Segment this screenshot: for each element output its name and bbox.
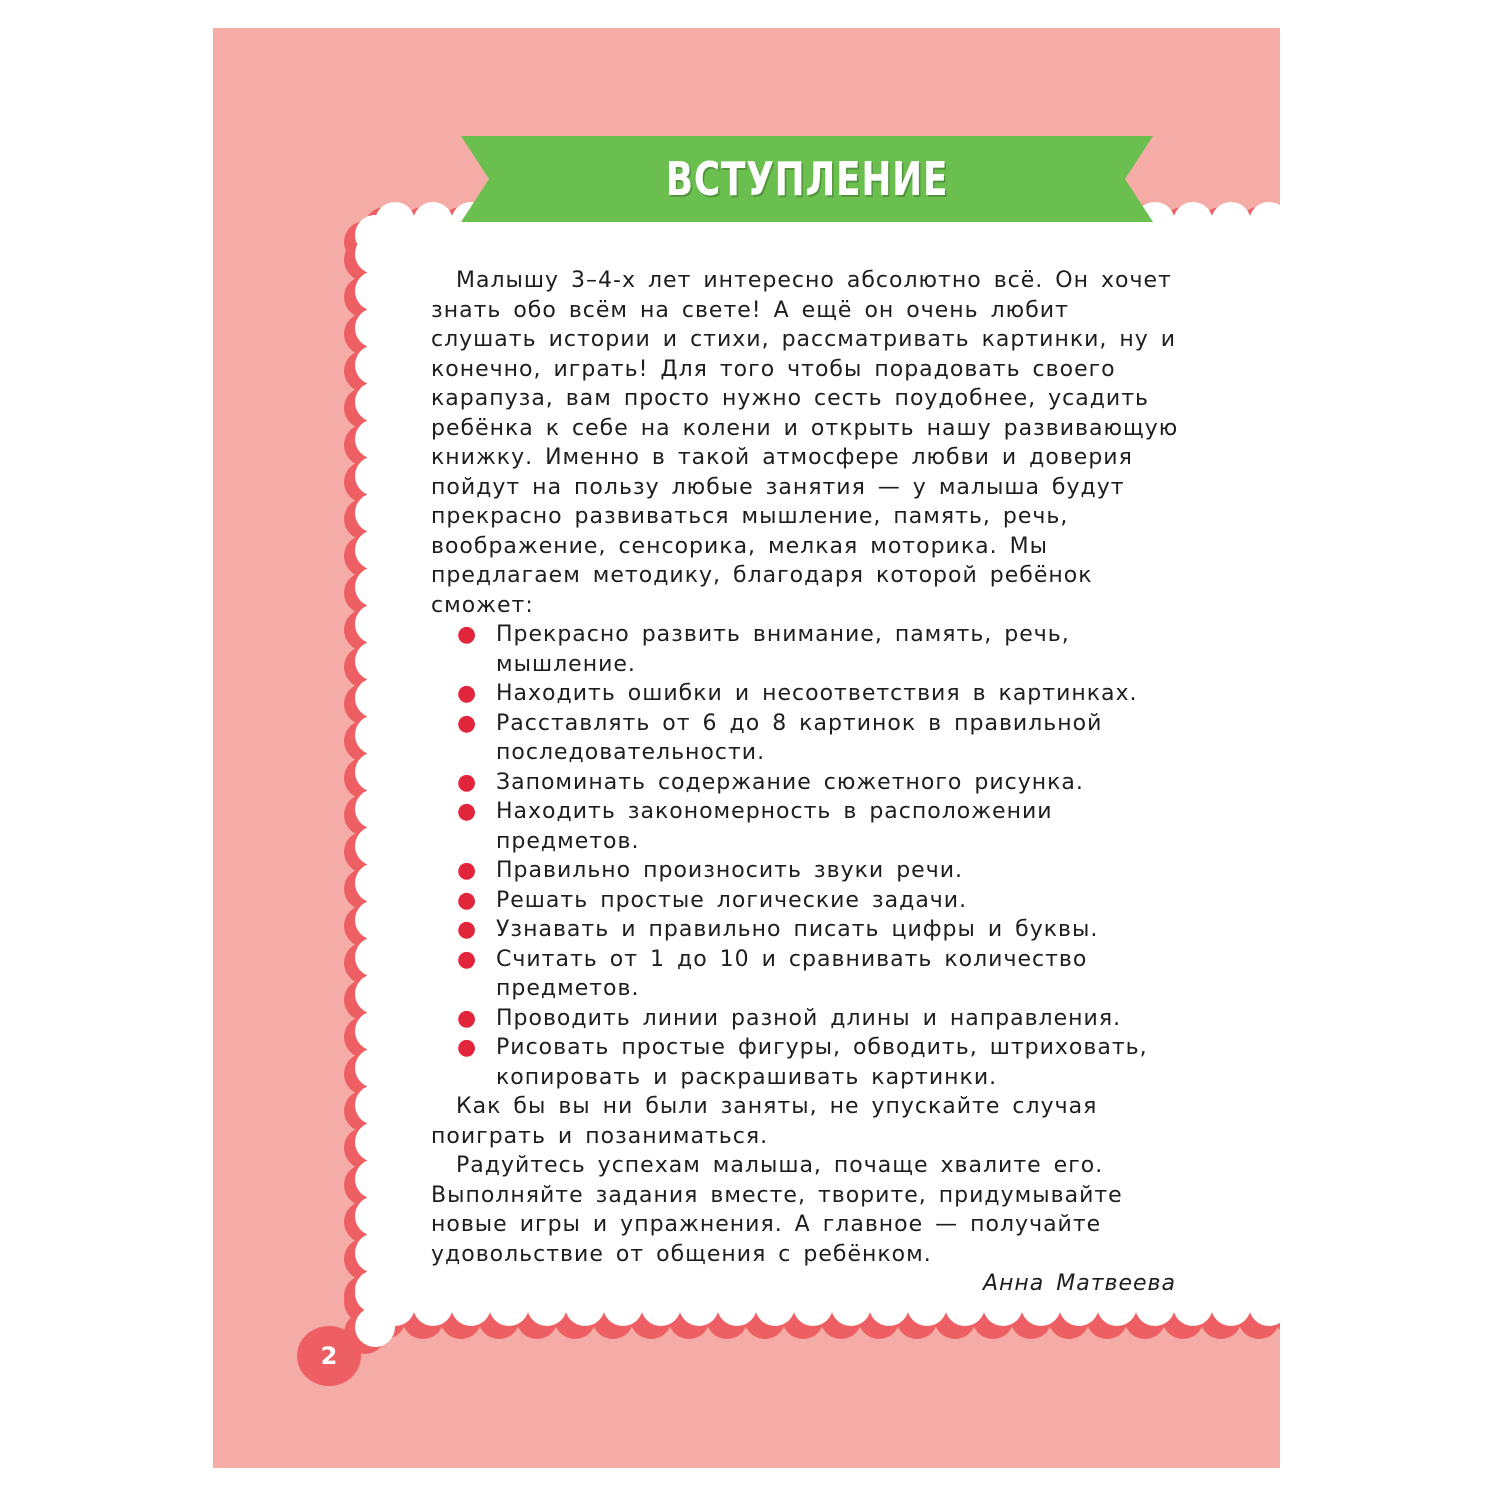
list-item: ● Правильно произносить звуки речи. — [431, 856, 1181, 886]
list-item: ● Запоминать содержание сюжетного рисунка. — [431, 768, 1181, 798]
list-item: ● Находить ошибки и несоответствия в картинках. — [431, 679, 1181, 709]
frame-scallop — [355, 1122, 395, 1162]
frame-scallop — [355, 308, 395, 348]
frame-scallop — [413, 202, 453, 242]
frame-scallop — [355, 382, 395, 422]
frame-scallop — [355, 752, 395, 792]
frame-scallop — [355, 567, 395, 607]
frame-scallop — [355, 530, 395, 570]
list-item: ● Рисовать простые фигуры, обводить, штриховать, копировать и раскрашивать картинки. — [457, 1035, 1148, 1090]
bullet-icon: ● — [457, 710, 478, 736]
page-number-badge: 2 — [297, 1326, 361, 1386]
bullet-icon: ● — [457, 946, 478, 972]
frame-scallop — [355, 900, 395, 940]
frame-scallop — [355, 1048, 395, 1088]
bullet-icon: ● — [457, 917, 478, 942]
bullet-icon: ● — [457, 769, 478, 795]
list-item: ● Считать от 1 до 10 и сравнивать количество предметов. — [457, 946, 1088, 1001]
frame-scallop — [375, 202, 415, 242]
author-signature: Анна Матвеева — [982, 1271, 1176, 1296]
frame-scallop — [355, 345, 395, 385]
frame-scallop — [355, 419, 395, 459]
bullet-icon: ● — [457, 1035, 478, 1060]
intro-text-block — [431, 266, 1181, 1299]
frame-scallop — [355, 974, 395, 1014]
frame-scallop — [355, 456, 395, 496]
bullet-icon: ● — [457, 858, 478, 883]
frame-scallop — [355, 1233, 395, 1273]
frame-scallop — [355, 678, 395, 718]
frame-scallop — [1211, 202, 1251, 242]
frame-scallop — [355, 863, 395, 903]
frame-scallop — [1173, 202, 1213, 242]
frame-scallop — [355, 604, 395, 644]
bullet-icon: ● — [457, 887, 478, 913]
closing-paragraph-1: Как бы вы ни были заняты, не упускайте случая поиграть и позаниматься. — [431, 1094, 1098, 1149]
frame-scallop — [355, 826, 395, 866]
bullet-icon: ● — [457, 1005, 478, 1031]
bullet-icon: ● — [457, 622, 478, 647]
page-title: ВСТУПЛЕНИЕ — [665, 152, 949, 206]
frame-scallop — [355, 715, 395, 755]
skills-list — [431, 620, 1181, 1092]
frame-scallop — [355, 493, 395, 533]
intro-paragraph: Малышу 3–4-х лет интересно абсолютно всё. Он хочет знать обо всём на свете! А ещё он очень любит слушать истории и стихи, рассматривать картинки, ну и конечно, играть! Для того чтобы порадовать своего карапуза, вам просто нужно сесть поудобнее, усадить ребёнка к себе на колени и открыть нашу развивающую книжку. Именно в такой атмосфере любви и доверия пойдут на пользу любые занятия — у малыша будут прекрасно развиваться мышление, память, речь, воображение, сенсорика, мелкая моторика. Мы предлагаем методику, благодаря которой ребёнок сможет: — [431, 268, 1179, 618]
bullet-icon: ● — [457, 799, 478, 824]
list-item: ● Решать простые логические задачи. — [431, 886, 1181, 916]
closing-paragraph-2: Радуйтесь успехам малыша, почаще хвалите его. Выполняйте задания вместе, творите, придумывайте новые игры и упражнения. А главное — получайте удовольствие от общения с ребёнком. — [431, 1153, 1123, 1267]
frame-scallop — [355, 789, 395, 829]
list-item: ● Прекрасно развить внимание, память, речь, мышление. — [457, 622, 1070, 677]
frame-scallop — [1211, 1286, 1251, 1326]
frame-scallop — [355, 937, 395, 977]
frame-scallop — [355, 641, 395, 681]
page — [213, 28, 1280, 1468]
frame-scallop — [375, 1286, 415, 1326]
bullet-icon: ● — [457, 681, 478, 706]
list-item: ● Находить закономерность в расположении предметов. — [457, 799, 1053, 854]
frame-scallop — [355, 1011, 395, 1051]
list-item: ● Расставлять от 6 до 8 картинок в правильной последовательности. — [457, 710, 1103, 765]
list-item: ● Узнавать и правильно писать цифры и буквы. — [431, 915, 1181, 945]
frame-scallop — [355, 271, 395, 311]
frame-scallop — [355, 1085, 395, 1125]
list-item: ● Проводить линии разной длины и направления. — [431, 1004, 1181, 1034]
frame-scallop — [355, 1159, 395, 1199]
frame-scallop — [355, 1196, 395, 1236]
